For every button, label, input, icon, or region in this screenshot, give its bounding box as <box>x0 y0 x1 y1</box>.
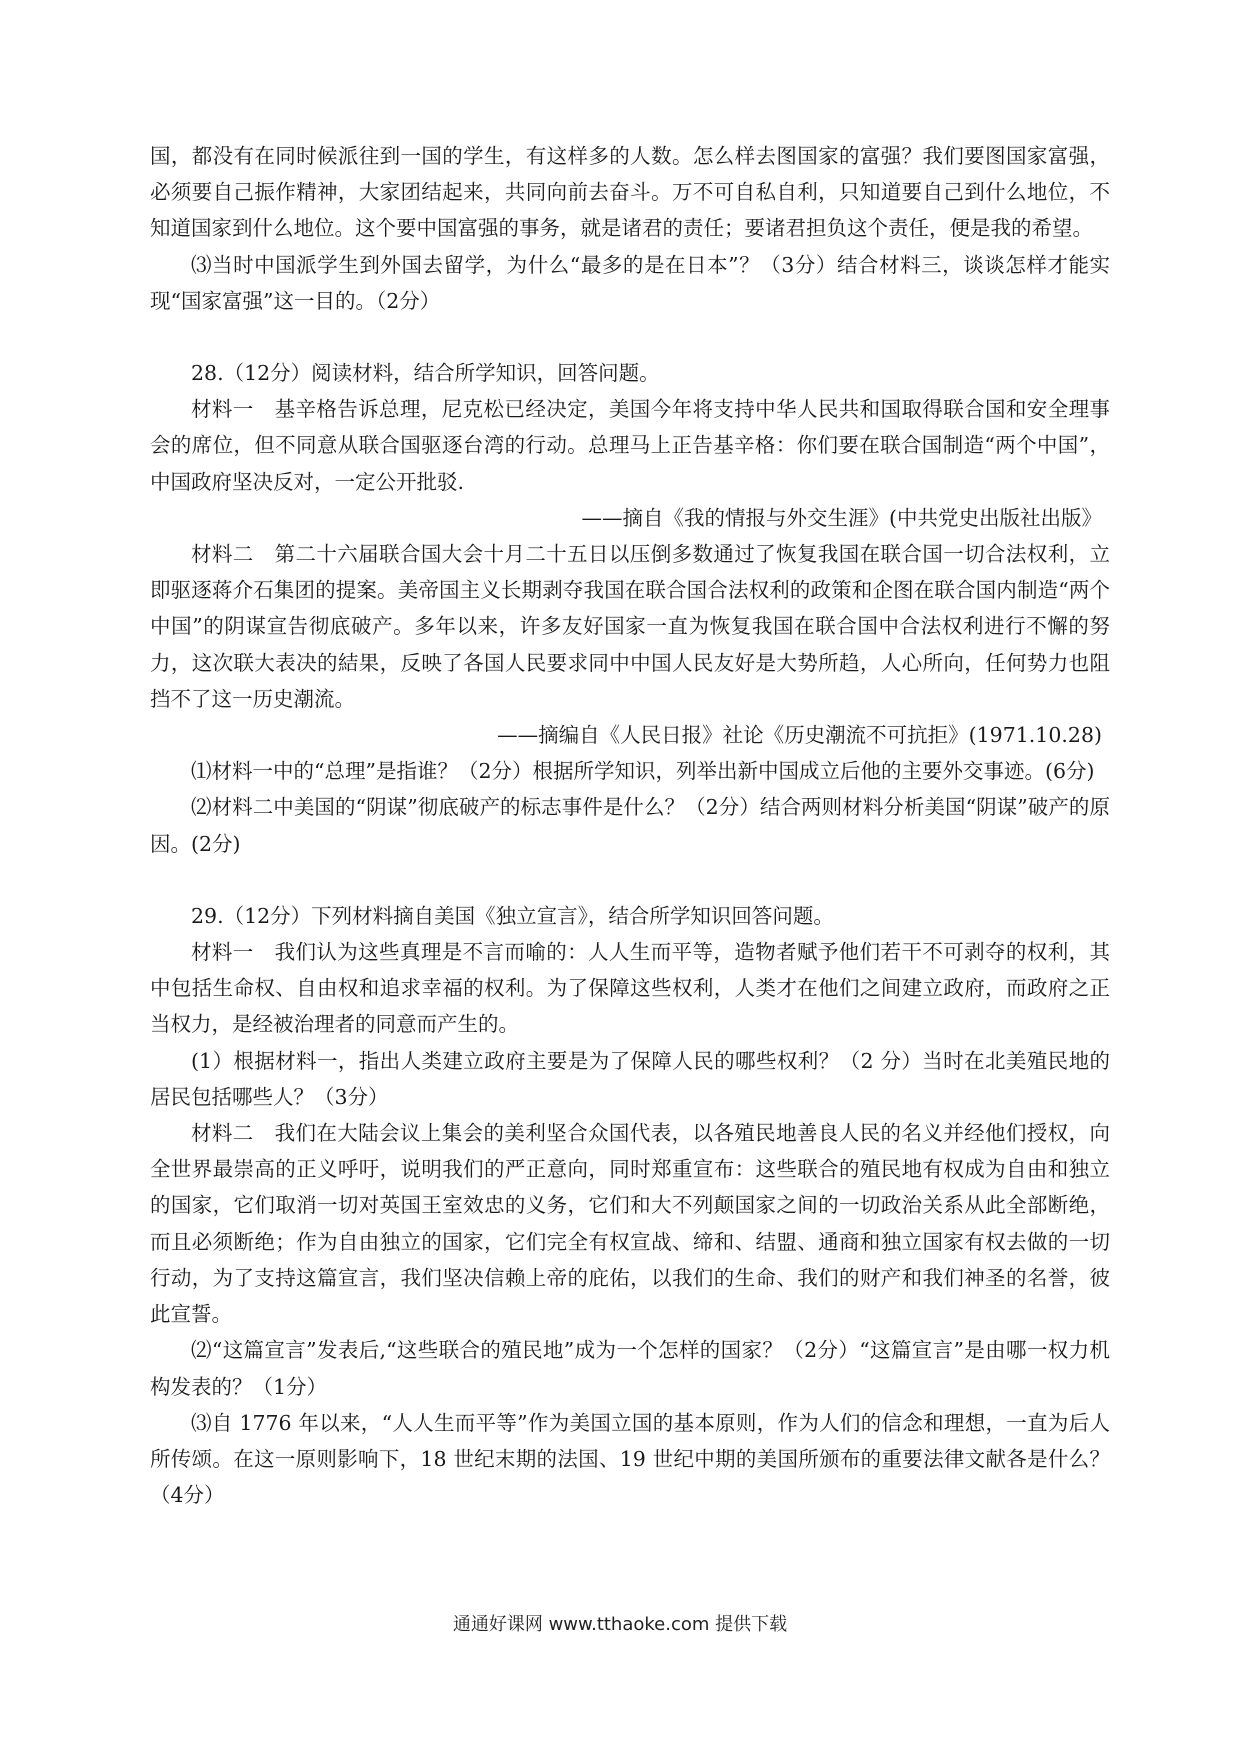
question-28-material-1: 材料一 基辛格告诉总理，尼克松已经决定，美国今年将支持中华人民共和国取得联合国和安全理事会的席位，但不同意从联合国驱逐台湾的行动。总理马上正告基辛格：你们要在联合国制造“两个中国”，中国政府坚决反对，一定公开批驳. <box>150 397 1110 494</box>
page-footer: 通通好课网 www.tthaoke.com 提供下载 <box>452 1614 788 1635</box>
spacer <box>150 862 1110 898</box>
question-29-3: ⑶自 1776 年以来，“人人生而平等”作为美国立国的基本原则，作为人们的信念和理想，一直为后人所传颂。在这一原则影响下，18 世纪末期的法国、19 世纪中期的美国所颁布的重要法律文献各是什么？（4分） <box>150 1410 1110 1508</box>
question-29-material-1: 材料一 我们认为这些真理是不言而喻的：人人生而平等，造物者赋予他们若干不可剥夺的权利，其中包括生命权、自由权和追求幸福的权利。为了保障这些权利，人类才在他们之间建立政府，而政府之正当权力，是经被治理者的同意而产生的。 <box>150 940 1110 1037</box>
spacer <box>150 319 1110 355</box>
document-body <box>150 138 1110 1513</box>
question-28-material-1-source: ——摘自《我的情报与外交生涯》(中共党史出版社出版》 <box>581 505 1102 530</box>
question-29-1: (1）根据材料一，指出人类建立政府主要是为了保障人民的哪些权利？（2 分）当时在北美殖民地的居民包括哪些人？（3分） <box>150 1048 1110 1109</box>
material-three-continuation: 国，都没有在同时候派往到一国的学生，有这样多的人数。怎么样去图国家的富强？我们要图国家富强，必须要自己振作精神，大家团结起来，共同向前去奋斗。万不可自私自利，只知道要自己到什么地位，不知道国家到什么地位。这个要中国富强的事务，就是诸君的责任；要诸君担负这个责任，便是我的希望。 <box>150 144 1110 241</box>
question-28-material-2-source: ——摘编自《人民日报》社论《历史潮流不可抗拒》(1971.10.28) <box>497 723 1102 748</box>
question-29-header: 29.（12分）下列材料摘自美国《独立宣言》，结合所学知识回答问题。 <box>191 903 834 928</box>
question-28-1: ⑴材料一中的“总理”是指谁？（2分）根据所学知识，列举出新中国成立后他的主要外交事迹。(6分) <box>191 759 1095 784</box>
question-27-3: ⑶当时中国派学生到外国去留学，为什么“最多的是在日本”？（3分）结合材料三，谈谈怎样才能实现“国家富强”这一目的。（2分） <box>150 252 1110 313</box>
question-29-material-2: 材料二 我们在大陆会议上集会的美利坚合众国代表，以各殖民地善良人民的名义并经他们授权，向全世界最崇高的正义呼吁，说明我们的严正意向，同时郑重宣布：这些联合的殖民地有权成为自由和独立的国家，它们取消一切对英国王室效忠的义务，它们和大不列颠国家之间的一切政治关系从此全部断绝，而且必须断绝；作为自由独立的国家，它们完全有权宣战、缔和、结盟、通商和独立国家有权去做的一切行动，为了支持这篇宣言，我们坚决信赖上帝的庇佑，以我们的生命、我们的财产和我们神圣的名誉，彼此宣誓。 <box>150 1121 1110 1327</box>
question-28-header: 28.（12分）阅读材料，结合所学知识，回答问题。 <box>191 361 660 386</box>
question-29-2: ⑵“这篇宣言”发表后,“这些联合的殖民地”成为一个怎样的国家？（2分）“这篇宣言”是由哪一权力机构发表的？（1分） <box>150 1338 1110 1399</box>
question-28-2: ⑵材料二中美国的“阴谋”彻底破产的标志事件是什么？（2分）结合两则材料分析美国“阴谋”破产的原因。(2分) <box>150 795 1110 856</box>
question-28-material-2: 材料二 第二十六届联合国大会十月二十五日以压倒多数通过了恢复我国在联合国一切合法权利，立即驱逐蒋介石集团的提案。美帝国主义长期剥夺我国在联合国合法权利的政策和企图在联合国内制造“两个中国”的阴谋宣告彻底破产。多年以来，许多友好国家一直为恢复我国在联合国中合法权利进行不懈的努力，这次联大表决的結果，反映了各国人民要求同中中国人民友好是大势所趋，人心所向，任何势力也阻挡不了这一历史潮流。 <box>150 542 1110 711</box>
